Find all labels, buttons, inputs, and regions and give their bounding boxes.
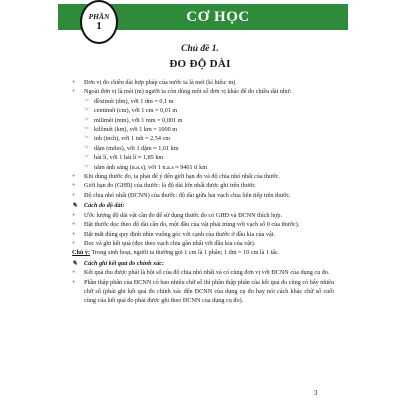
chapter-title: CƠ HỌC [186, 8, 250, 25]
pointing-hand-icon: ☞ [84, 107, 89, 114]
unit-item [72, 163, 334, 172]
section-heading [72, 201, 334, 210]
unit-text: inh (inch), với 1 inh = 2,54 cm [94, 135, 171, 143]
bullet-text: Đơn vị đo chiều dài hợp pháp của nước ta là mét (kí hiệu: m) [84, 79, 236, 86]
page-number: 3 [314, 389, 318, 397]
unit-item [72, 116, 334, 125]
pointing-hand-icon: ☞ [84, 116, 89, 123]
bullet-item [72, 278, 334, 306]
unit-item [72, 106, 334, 115]
bullet-text: Ước lượng độ dài vật cần đo để sử dụng thước đo có GHĐ và ĐCNN thích hợp. [84, 211, 283, 219]
pencil-icon: ✎ [72, 259, 78, 267]
unit-text: năm ánh sáng (n.a.s), với 1 n.a.s ≈ 9461 tỉ km [94, 163, 208, 171]
pointing-hand-icon: ☞ [84, 163, 89, 170]
bullet-item [72, 211, 334, 220]
bullet-marker: + [72, 88, 76, 96]
unit-text: milimét (mm), với 1 mm = 0,001 m [94, 116, 183, 124]
unit-item [72, 153, 334, 162]
bullet-marker: + [72, 239, 76, 247]
section-title: Cách đo độ dài: [84, 202, 125, 210]
bullet-marker: + [72, 221, 76, 229]
bullet-item [72, 181, 334, 190]
bullet-marker: + [72, 173, 76, 181]
unit-item [72, 134, 334, 143]
bullet-item [72, 220, 334, 229]
unit-item [72, 144, 334, 153]
unit-item [72, 125, 334, 134]
note-paragraph [72, 248, 334, 257]
bullet-marker: + [72, 182, 76, 190]
pointing-hand-icon: ☞ [84, 135, 89, 142]
pointing-hand-icon: ☞ [84, 144, 89, 151]
bullet-item [72, 172, 334, 181]
bullet-text: Giới hạn đo (GHĐ) của thước: là độ dài lớn nhất được ghi trên thước. [84, 182, 257, 190]
part-label: PHẦN [88, 11, 110, 21]
bullet-text: Kết quả thu được phải là bội số của độ chia nhỏ nhất và có cùng đơn vị với ĐCNN của dụng cụ đo. [84, 269, 330, 277]
pointing-hand-icon: ☞ [84, 97, 89, 104]
bullet-item [72, 191, 334, 200]
bullet-text: Đọc và ghi kết quả (đọc theo vạch chia gần nhất với đầu kia của vật). [84, 239, 256, 247]
bullet-text: Phần thập phân của ĐCNN có bao nhiêu chữ số thì phần thập phân của kết quả đo cũng có bấy nhiêu chữ số (phải ghi kết quả đo chính xác đến ĐCNN của dụng cụ đo hay nói cách khác chữ số cuối cùng của kết quả đo phải được ghi theo ĐCNN của dụng cụ đo). [84, 278, 334, 305]
pointing-hand-icon: ☞ [84, 126, 89, 133]
unit-text: centimét (cm), với 1 cm = 0,01 m [94, 107, 178, 115]
section-title: Cách ghi kết quả đo chính xác: [84, 259, 165, 267]
pencil-icon: ✎ [72, 202, 78, 210]
note-text: Trong sinh hoạt, người ta thường gọi 1 cm là 1 phân; 1 dm = 10 cm là 1 tấc. [90, 249, 280, 257]
pointing-hand-icon: ☞ [84, 154, 89, 161]
bullet-marker: + [72, 211, 76, 219]
bullet-item [72, 239, 334, 248]
content-body [72, 78, 334, 306]
bullet-item [72, 87, 334, 96]
part-number: 1 [96, 19, 102, 32]
bullet-marker: + [72, 191, 76, 199]
unit-text: kilômét (km), với 1 km = 1000 m [94, 126, 178, 134]
bullet-item [72, 268, 334, 277]
bullet-text: Khi dùng thước đo, ta phải để ý đến giới hạn đo và độ chia nhỏ nhất của thước. [84, 173, 280, 181]
section-heading [72, 259, 334, 268]
part-badge [80, 0, 118, 44]
unit-text: đềximét (dm), với 1 dm = 0,1 m [94, 97, 174, 105]
bullet-marker: + [72, 79, 76, 86]
unit-text: dặm (miles), với 1 dặm ≈ 1,61 km [94, 144, 179, 152]
bullet-text: Độ chia nhỏ nhất (ĐCNN) của thước: độ dài giữa hai vạch chia liên tiếp trên thước. [84, 191, 291, 199]
bullet-text: Ngoài đơn vị là mét (m) người ta còn dùng một số đơn vị khác để đo chiều dài như: [84, 88, 292, 96]
bullet-item [72, 230, 334, 239]
bullet-text: Đặt thước dọc theo độ dài cần đo, một đầu của vật phải trùng với vạch số 0 của thước). [84, 221, 300, 229]
bullet-marker: + [72, 278, 76, 286]
bullet-item [72, 78, 334, 87]
bullet-marker: + [72, 269, 76, 277]
note-label: Chú ý: [72, 249, 91, 257]
unit-text: hải lí, với 1 hải lí ≈ 1,85 km [94, 154, 164, 162]
bullet-text: Đặt mắt đúng quy định nhìn vuông góc với cạnh của thước ở đầu kia của vật. [84, 230, 276, 238]
page-heading: ĐO ĐỘ DÀI [169, 58, 231, 70]
topic-label: Chủ đề 1. [181, 44, 219, 54]
bullet-marker: + [72, 230, 76, 238]
unit-item [72, 97, 334, 106]
